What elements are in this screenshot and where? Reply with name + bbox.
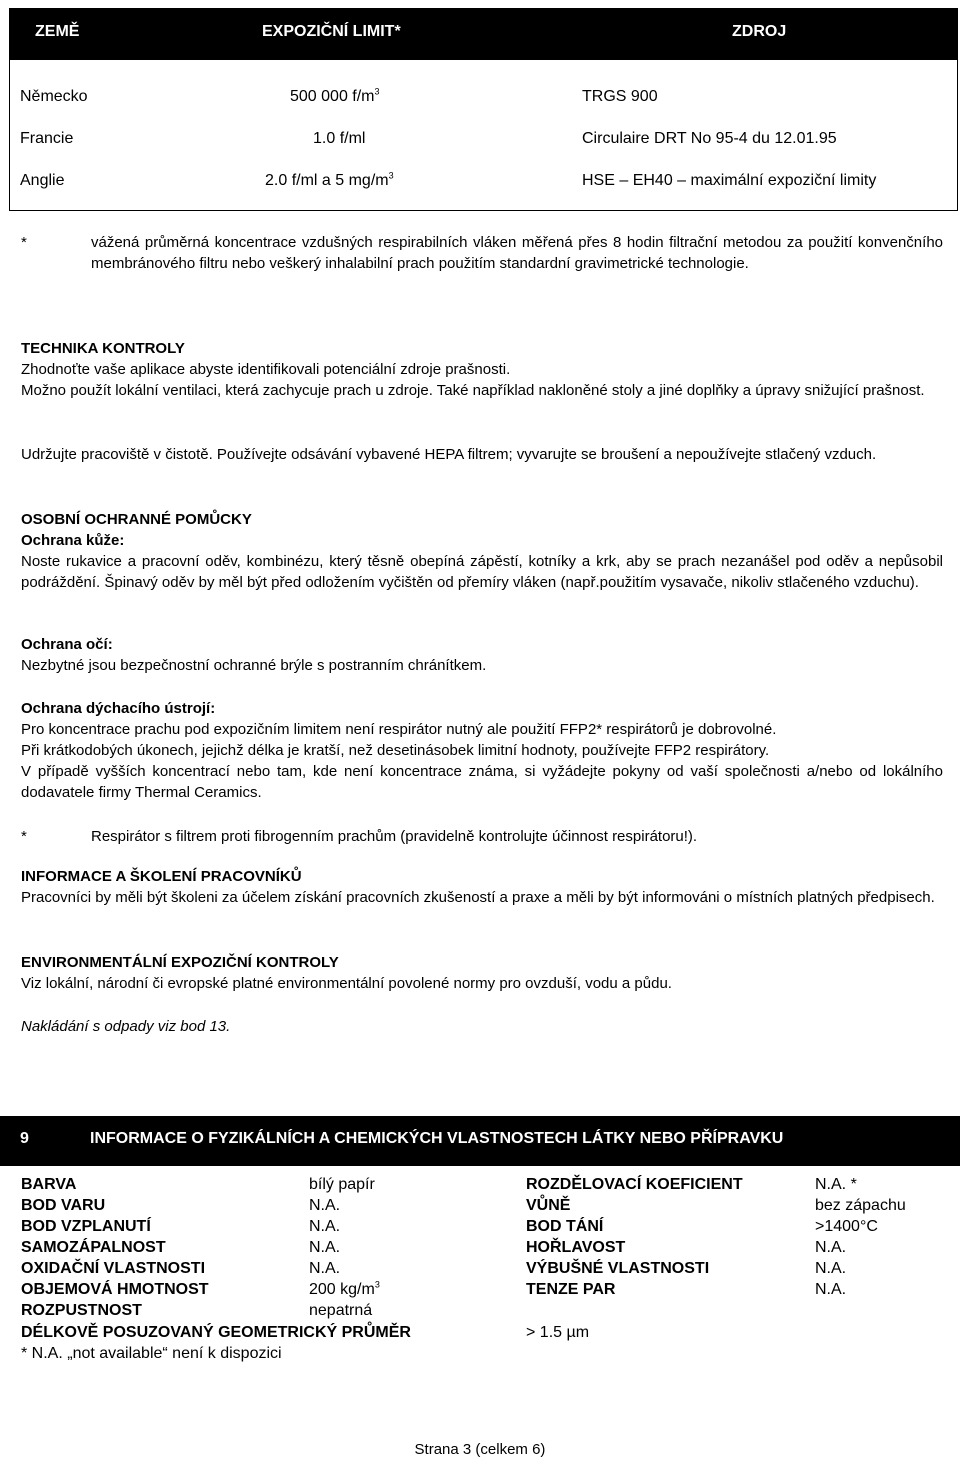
eyes-text: Nezbytné jsou bezpečnostní ochranné brýle s postranním chránítkem.	[21, 657, 487, 674]
prop-value: N.A. *	[815, 1176, 857, 1193]
diameter-label: DÉLKOVĚ POSUZOVANÝ GEOMETRICKÝ PRŮMĚR	[21, 1324, 411, 1341]
prop-value: N.A.	[815, 1281, 847, 1298]
technika-p1: Zhodnoťte vaše aplikace abyste identifikovali potenciální zdroje prašnosti.	[21, 361, 511, 378]
resp-line1: Pro koncentrace prachu pod expozičním limitem není respirátor nutný ale použití FFP2* respirátorů je dobrovolné.	[21, 721, 777, 738]
header-country: ZEMĚ	[35, 23, 80, 40]
diameter-value: > 1.5 µm	[526, 1324, 590, 1341]
header-limit: EXPOZIČNÍ LIMIT*	[262, 23, 401, 40]
prop-label: ROZDĚLOVACÍ KOEFICIENT	[526, 1176, 743, 1193]
prop-value: >1400°C	[815, 1218, 878, 1235]
prop-value: N.A.	[309, 1239, 341, 1256]
prop-value: 200 $kg/m^3$	[309, 1279, 380, 1298]
prop-label: OXIDAČNÍ VLASTNOSTI	[21, 1260, 206, 1277]
prop-label: BOD VARU	[21, 1197, 106, 1214]
section-title-osobni: OSOBNÍ OCHRANNÉ POMŮCKY	[21, 511, 252, 528]
informace-text: Pracovníci by měli být školeni za účelem získání pracovních zkušeností a praxe a měli by být informováni o místních platných předpisech.	[21, 889, 935, 906]
prop-value: N.A.	[309, 1218, 341, 1235]
resp-note-text: Respirátor s filtrem proti fibrogenním prachům (pravidelně kontrolujte účinnost respirátoru!).	[91, 828, 698, 845]
prop-label: VŮNĚ	[526, 1197, 571, 1214]
section-title: INFORMACE O FYZIKÁLNÍCH A CHEMICKÝCH VLASTNOSTECH LÁTKY NEBO PŘÍPRAVKU	[90, 1130, 784, 1147]
footnote-text: vážená průměrná koncentrace vzdušných respirabilních vláken měřená přes 8 hodin filtrační metodou za použití konvenčního membránového filtru nebo veškerý inhalabilní prach použitím standardní gravimetrické technologie.	[91, 234, 943, 272]
section-number: 9	[20, 1130, 29, 1147]
section-title-environ: ENVIRONMENTÁLNÍ EXPOZIČNÍ KONTROLY	[21, 954, 339, 971]
skin-title: Ochrana kůže:	[21, 532, 125, 549]
waste-note: Nakládání s odpady viz bod 13.	[21, 1018, 231, 1035]
limit-table-header	[10, 9, 957, 60]
prop-label: SAMOZÁPALNOST	[21, 1239, 166, 1256]
header-source: ZDROJ	[732, 23, 787, 40]
prop-value: bílý papír	[309, 1176, 375, 1193]
section-9-header	[0, 1116, 960, 1166]
section-title-technika: TECHNIKA KONTROLY	[21, 340, 185, 357]
prop-label: BARVA	[21, 1176, 77, 1193]
resp-title: Ochrana dýchacího ústrojí:	[21, 700, 216, 717]
eyes-title: Ochrana očí:	[21, 636, 113, 653]
prop-label: ROZPUSTNOST	[21, 1302, 142, 1319]
prop-value: N.A.	[815, 1239, 847, 1256]
prop-value: N.A.	[815, 1260, 847, 1277]
resp-line2: Při krátkodobých úkonech, jejichž délka je kratší, než desetinásobek limitní hodnoty, používejte FFP2 respirátory.	[21, 742, 770, 759]
technika-p2: Možno použít lokální ventilaci, která zachycuje prach u zdroje. Také například nakloněné stoly a jiné doplňky a úpravy snižující prašnost.	[21, 382, 925, 399]
footnote-star: *	[21, 234, 27, 251]
resp-note-star: *	[21, 828, 27, 845]
prop-label: BOD VZPLANUTÍ	[21, 1218, 151, 1235]
page-footer: Strana 3 (celkem 6)	[414, 1441, 546, 1458]
prop-label: OBJEMOVÁ HMOTNOST	[21, 1281, 209, 1298]
prop-label: HOŘLAVOST	[526, 1239, 626, 1256]
section-title-informace: INFORMACE A ŠKOLENÍ PRACOVNÍKŮ	[21, 868, 302, 885]
prop-value: nepatrná	[309, 1302, 373, 1319]
exposure-limit-table: ZEMĚ EXPOZIČNÍ LIMIT* ZDROJ Německo 500 000 $f/m^3$ TRGS 900 Francie 1.0 f/ml Circulaire DRT No 95-4 du 12.01.95 Anglie 2.0 f/ml a 5 $mg/m^3$ HSE – EH40 – maximální expoziční limity	[9, 8, 958, 211]
environ-text: Viz lokální, národní či evropské platné environmentální povolené normy pro ovzduší, vodu a půdu.	[21, 975, 672, 992]
resp-line3: V případě vyšších koncentrací nebo tam, kde není koncentrace známa, si vyžádejte pokyny od vaší společnosti a/nebo od lokálního dodavatele firmy Thermal Ceramics.	[21, 763, 943, 801]
prop-label: TENZE PAR	[526, 1281, 616, 1298]
na-note: * N.A. „not available“ není k dispozici	[21, 1345, 282, 1362]
prop-label: VÝBUŠNÉ VLASTNOSTI	[526, 1260, 710, 1277]
prop-value: N.A.	[309, 1260, 341, 1277]
prop-label: BOD TÁNÍ	[526, 1218, 604, 1235]
skin-text: Noste rukavice a pracovní oděv, kombinézu, který těsně obepíná zápěstí, kotníky a krk, aby se prach nezanášel pod oděv a nepůsobil podráždění. Špinavý oděv by měl být před odložením vyčištěn od přemíry vláken (např.použitím vysavače, nikoliv stlačeného vzduchu).	[21, 553, 943, 591]
prop-value: N.A.	[309, 1197, 341, 1214]
prop-value: bez zápachu	[815, 1197, 906, 1214]
technika-p3: Udržujte pracoviště v čistotě. Používejte odsávání vybavené HEPA filtrem; vyvarujte se broušení a nepoužívejte stlačený vzduch.	[21, 446, 877, 463]
